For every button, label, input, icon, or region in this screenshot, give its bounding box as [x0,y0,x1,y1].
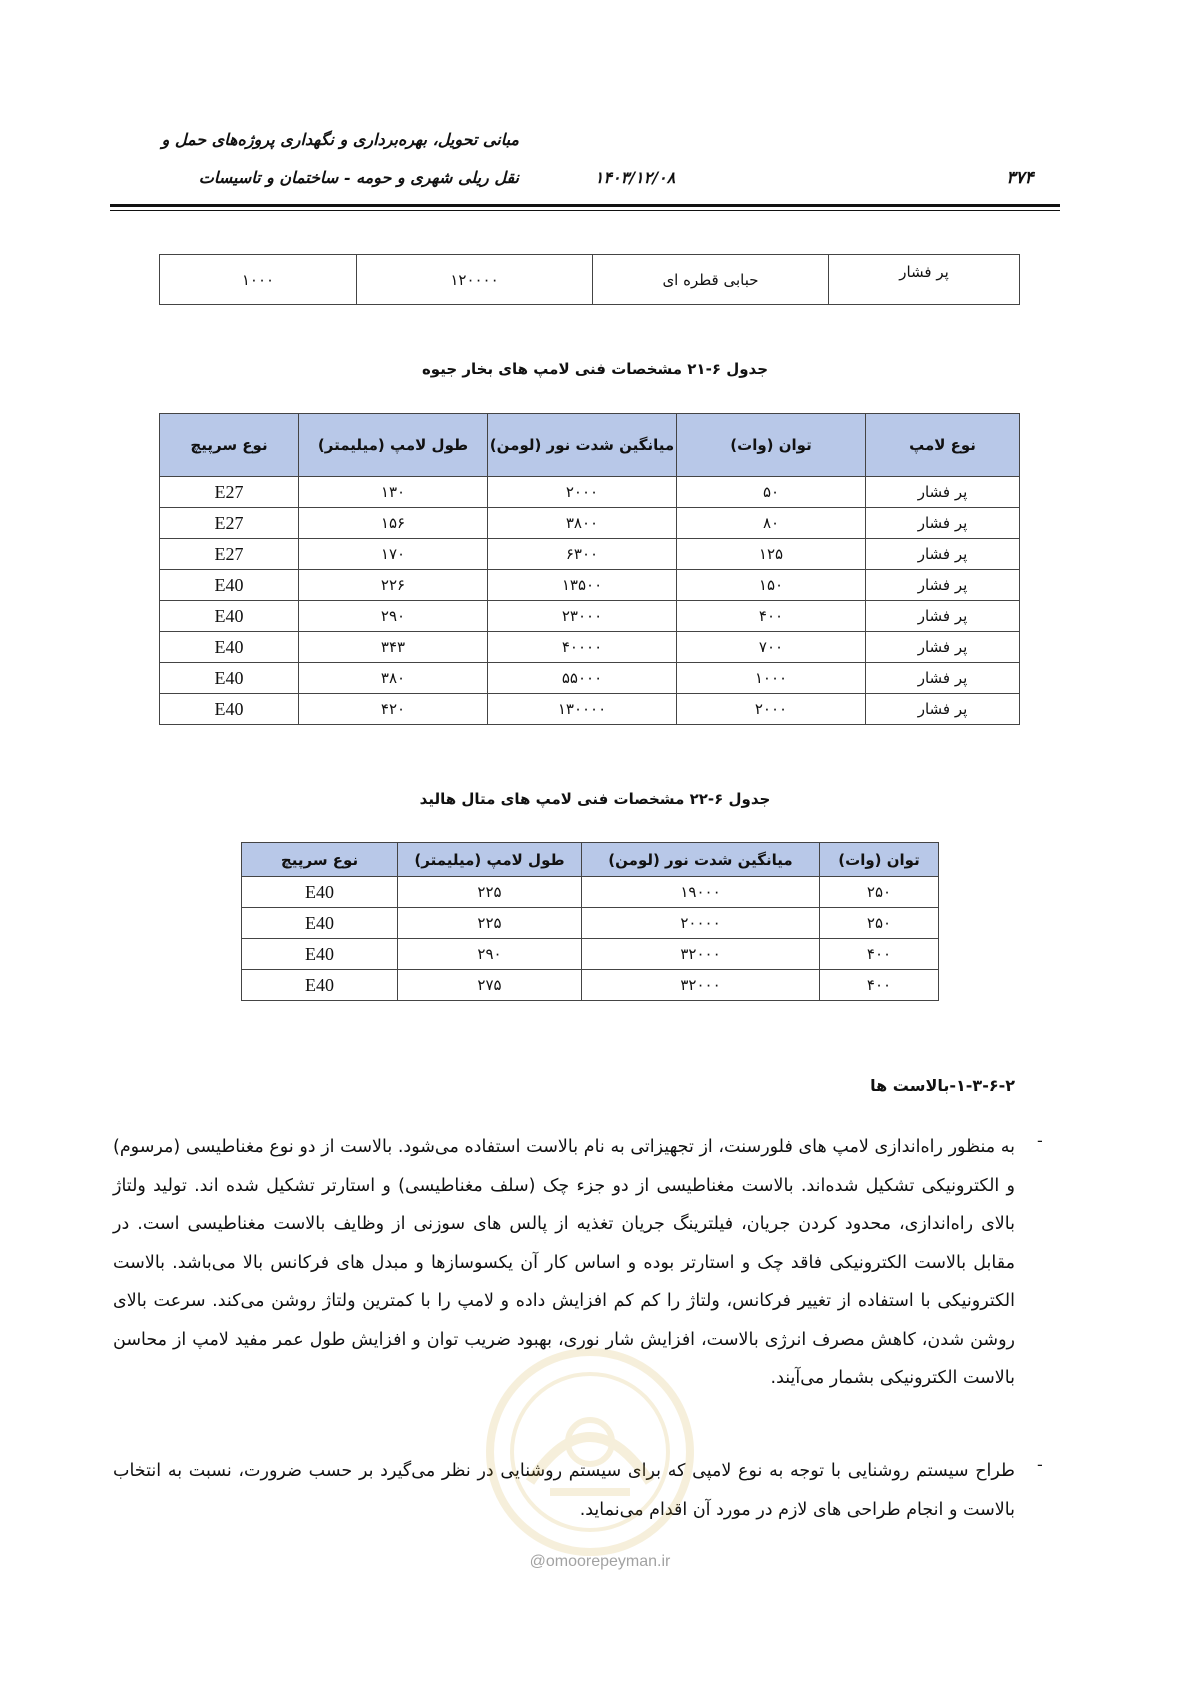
table-cell: E40 [160,601,299,632]
table-cell: ۱۳۵۰۰ [488,570,677,601]
column-header: میانگین شدت نور (لومن) [582,843,820,877]
table-cell: ۱۰۰۰ [677,663,866,694]
mercury-lamp-table [159,413,1020,725]
bullet-dash: - [1037,1455,1043,1474]
header-rule-thick [110,204,1060,207]
header-title-line1: مبانی تحویل، بهره‌برداری و نگهداری پروژه‌های حمل و [161,130,519,149]
table-row [242,908,939,939]
table-cell: ۱۹۰۰۰ [582,877,820,908]
watermark-text: @omoorepeyman.ir [529,1553,671,1570]
paragraph-designer: طراح سیستم روشنایی با توجه به نوع لامپی که برای سیستم روشنایی در نظر می‌گیرد بر حسب ضرورت، نسبت به انتخاب بالاست و انجام طراحی های لازم در مورد آن اقدام می‌نماید. [113,1461,1015,1520]
table-cell: ۱۳۰ [299,477,488,508]
table-row [160,601,1020,632]
table-cell: E27 [160,508,299,539]
table-cell: ۴۰۰ [820,970,939,1001]
table-cell: E40 [242,908,398,939]
table-cell: E40 [160,694,299,725]
table-cell: ۲۲۶ [299,570,488,601]
table-cell: پر فشار [866,508,1020,539]
table-row [242,939,939,970]
table-cell: ۴۰۰ [820,939,939,970]
table-header-row [160,414,1020,477]
table-cell: پر فشار [866,663,1020,694]
table-cell: پر فشار [829,255,1020,305]
continued-table [159,254,1020,305]
table-row [160,508,1020,539]
table-cell: ۱۲۰۰۰۰ [357,255,593,305]
table-cell: ۱۵۶ [299,508,488,539]
column-header: توان (وات) [677,414,866,477]
table-cell: ۲۰۰۰ [488,477,677,508]
table-cell: ۲۲۵ [398,908,582,939]
table-cell: ۴۰۰ [677,601,866,632]
table-cell: ۱۰۰۰ [160,255,357,305]
header-title-line2: نقل ریلی شهری و حومه - ساختمان و تاسیسات [198,168,519,187]
table-cell: ۲۰۰۰ [677,694,866,725]
table-cell: پر فشار [866,477,1020,508]
table2-caption: جدول ۶-۲۲ مشخصات فنی لامپ های متال هالید [419,790,771,808]
table-cell: ۵۰ [677,477,866,508]
table-cell: ۲۲۵ [398,877,582,908]
table-cell: E27 [160,477,299,508]
table-cell: ۴۲۰ [299,694,488,725]
table-cell: پر فشار [866,694,1020,725]
table-cell: ۳۸۰۰ [488,508,677,539]
table-cell: ۱۷۰ [299,539,488,570]
table-cell: ۸۰ [677,508,866,539]
header-rule-thin [110,210,1060,211]
table-cell: ۳۲۰۰۰ [582,939,820,970]
column-header: میانگین شدت نور (لومن) [488,414,677,477]
table-cell: E40 [160,570,299,601]
column-header: نوع لامپ [866,414,1020,477]
table-cell: ۲۹۰ [398,939,582,970]
table-cell: ۲۰۰۰۰ [582,908,820,939]
table-cell: ۱۲۵ [677,539,866,570]
table-cell: حبابی قطره ای [593,255,829,305]
table-cell: ۲۵۰ [820,877,939,908]
table-cell: ۲۷۵ [398,970,582,1001]
watermark-seal-icon [470,1332,710,1572]
column-header: طول لامپ (میلیمتر) [299,414,488,477]
column-header: نوع سرپیچ [242,843,398,877]
table-cell: ۷۰۰ [677,632,866,663]
table-cell: ۲۳۰۰۰ [488,601,677,632]
header-date: ۱۴۰۳/۱۲/۰۸ [594,168,676,187]
table-row [160,663,1020,694]
table-row [242,970,939,1001]
page-number: ۳۷۴ [1006,168,1034,188]
column-header: توان (وات) [820,843,939,877]
table-cell: E40 [160,632,299,663]
table-cell: ۱۳۰۰۰۰ [488,694,677,725]
table-cell: پر فشار [866,570,1020,601]
table-cell: ۳۲۰۰۰ [582,970,820,1001]
column-header: طول لامپ (میلیمتر) [398,843,582,877]
table-cell: پر فشار [866,601,1020,632]
section-heading: ۱-۳-۶-۲-بالاست ها [870,1076,1015,1095]
table-row [160,255,1020,305]
table-cell: E40 [242,939,398,970]
table-cell: ۳۴۳ [299,632,488,663]
table-cell: ۵۵۰۰۰ [488,663,677,694]
table-cell: ۴۰۰۰۰ [488,632,677,663]
paragraph-ballast: به منظور راه‌اندازی لامپ های فلورسنت، از تجهیزاتی به نام بالاست استفاده می‌شود. بالاست از دو نوع مغناطیسی (مرسوم) و الکترونیکی تشکیل شده‌اند. بالاست مغناطیسی از دو جزء چک (سلف مغناطیسی) و استارتر تشکیل شده اند. تولید ولتاژ بالای راه‌اندازی، محدود کردن جریان، فیلترینگ جریان تغذیه از پالس های سوزنی از وظایف بالاست مغناطیسی است. در مقابل بالاست الکترونیکی فاقد چک و استارتر بوده و اساس کار آن یکسوسازها و مبدل های فرکانس بالا می‌باشد. بالاست الکترونیکی با استفاده از تغییر فرکانس، ولتاژ را کم کم افزایش داده و لامپ را با کمترین ولتاژ روشن می‌کند. سرعت بالای روشن شدن، کاهش مصرف انرژی بالاست، افزایش شار نوری، بهبود ضریب توان و افزایش طول عمر مفید لامپ از محاسن بالاست الکترونیکی بشمار می‌آیند. [113,1137,1015,1388]
table-cell: E40 [242,970,398,1001]
table-cell: ۱۵۰ [677,570,866,601]
table-row [160,632,1020,663]
bullet-dash: - [1037,1131,1043,1150]
table-row [160,570,1020,601]
table-cell: ۲۹۰ [299,601,488,632]
table1-caption: جدول ۶-۲۱ مشخصات فنی لامپ های بخار جیوه [421,360,769,378]
metal-halide-lamp-table [241,842,939,1001]
table-cell: E40 [160,663,299,694]
table-cell: پر فشار [866,632,1020,663]
table-header-row [242,843,939,877]
table-cell: ۶۳۰۰ [488,539,677,570]
table-cell: ۲۵۰ [820,908,939,939]
table-row [160,477,1020,508]
column-header: نوع سرپیچ [160,414,299,477]
table-row [160,539,1020,570]
table-cell: E27 [160,539,299,570]
table-cell: E40 [242,877,398,908]
table-row [160,694,1020,725]
table-row [242,877,939,908]
table-cell: پر فشار [866,539,1020,570]
table-cell: ۳۸۰ [299,663,488,694]
